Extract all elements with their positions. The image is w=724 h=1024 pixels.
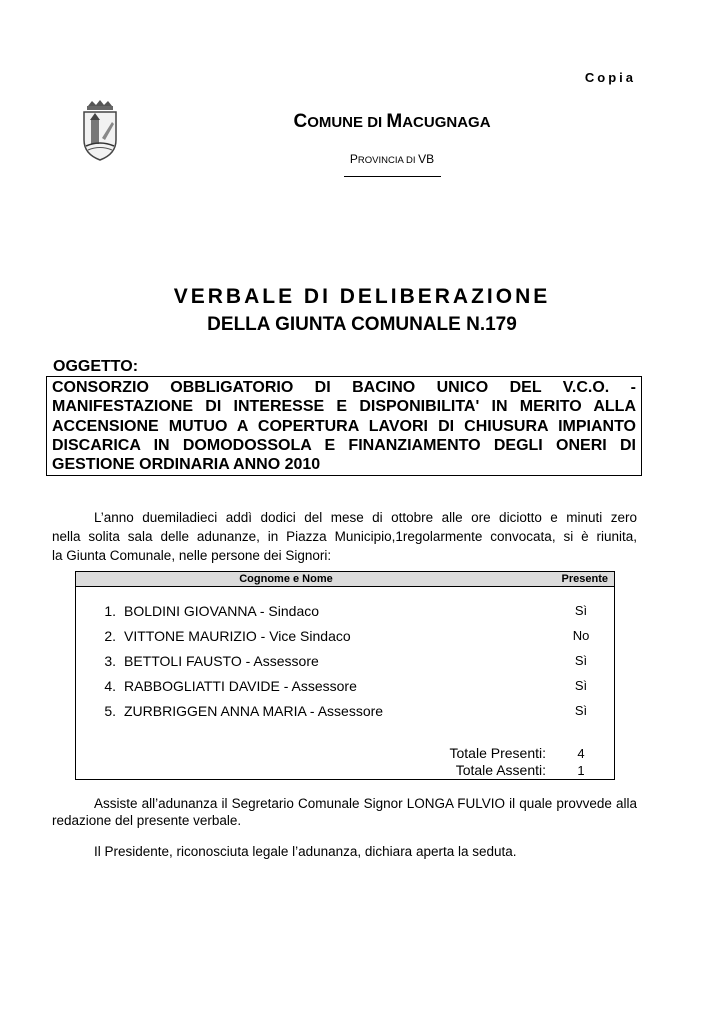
header-presente: Presente	[561, 573, 608, 585]
member-name: BOLDINI GIOVANNA - Sindaco	[124, 603, 320, 619]
intro-line: la Giunta Comunale, nelle persone dei Signori:	[52, 548, 332, 563]
segretario-line: redazione del presente verbale.	[52, 813, 242, 828]
provincia-line: PROVINCIA DI VB	[349, 152, 435, 166]
member-presente: Sì	[574, 703, 588, 718]
oggetto-line: ACCENSIONE MUTUO A COPERTURA LAVORI DI CHIUSURA IMPIANTO	[52, 417, 636, 435]
oggetto-box	[46, 376, 642, 476]
table-row: 1. BOLDINI GIOVANNA - Sindaco Sì	[76, 602, 614, 627]
oggetto-line: DISCARICA IN DOMODOSSOLA E FINANZIAMENTO DEGLI ONERI DI	[52, 436, 636, 454]
table-row: 3. BETTOLI FAUSTO - Assessore Sì	[76, 652, 614, 677]
oggetto-line: MANIFESTAZIONE DI INTERESSE E DISPONIBILITA' IN MERITO ALLA	[52, 398, 636, 416]
table-header	[76, 572, 614, 587]
member-presente: Sì	[574, 678, 588, 693]
header-divider	[344, 176, 441, 177]
member-presente: Sì	[574, 653, 588, 668]
municipal-crest-icon	[76, 98, 124, 162]
table-row: 2. VITTONE MAURIZIO - Vice Sindaco No	[76, 627, 614, 652]
verbale-title: VERBALE DI DELIBERAZIONE	[173, 285, 551, 308]
table-row: 4. RABBOGLIATTI DAVIDE - Assessore Sì	[76, 677, 614, 702]
segretario-paragraph	[52, 795, 637, 829]
segretario-line: Assiste all’adunanza il Segretario Comunale Signor LONGA FULVIO il quale provvede alla	[94, 796, 637, 811]
presenze-table: Cognome e Nome Presente 1. BOLDINI GIOVANNA - Sindaco Sì 2. VITTONE MAURIZIO - Vice Sindaco No 3. BETTOLI FAUSTO - Assessore Sì 4. RABBOGLIATTI DAVIDE - Assessore Sì 5. ZURBRIGGEN ANNA MARIA - Assessore Sì Totale Presenti: 4 Totale Assenti: 1	[75, 571, 615, 780]
oggetto-line: CONSORZIO OBBLIGATORIO DI BACINO UNICO DEL V.C.O. -	[52, 379, 636, 396]
presidente-paragraph: Il Presidente, riconosciuta legale l’adunanza, dichiara aperta la seduta.	[94, 844, 517, 859]
member-name: ZURBRIGGEN ANNA MARIA - Assessore	[124, 703, 384, 719]
member-name: RABBOGLIATTI DAVIDE - Assessore	[124, 678, 357, 694]
intro-paragraph	[52, 508, 637, 565]
member-name: VITTONE MAURIZIO - Vice Sindaco	[124, 628, 351, 644]
totale-presenti-value: 4	[577, 746, 585, 761]
copia-label: Copia	[584, 70, 636, 85]
member-presente: Sì	[574, 603, 588, 618]
oggetto-label: OGGETTO:	[53, 358, 139, 375]
intro-line: nella solita sala delle adunanze, in Piazza Municipio,1regolarmente convocata, si è riunita,	[52, 529, 637, 544]
member-name: BETTOLI FAUSTO - Assessore	[124, 653, 319, 669]
table-row: 5. ZURBRIGGEN ANNA MARIA - Assessore Sì	[76, 702, 614, 727]
comune-title: COMUNE DI MACUGNAGA	[293, 111, 491, 132]
totale-assenti-value: 1	[577, 763, 585, 778]
member-presente: No	[572, 628, 590, 643]
oggetto-line: GESTIONE ORDINARIA ANNO 2010	[52, 456, 321, 474]
giunta-title: DELLA GIUNTA COMUNALE N.179	[207, 314, 517, 335]
header-cognome-nome: Cognome e Nome	[239, 573, 333, 585]
intro-line: L’anno duemiladieci addì dodici del mese di ottobre alle ore diciotto e minuti zero	[94, 510, 637, 525]
